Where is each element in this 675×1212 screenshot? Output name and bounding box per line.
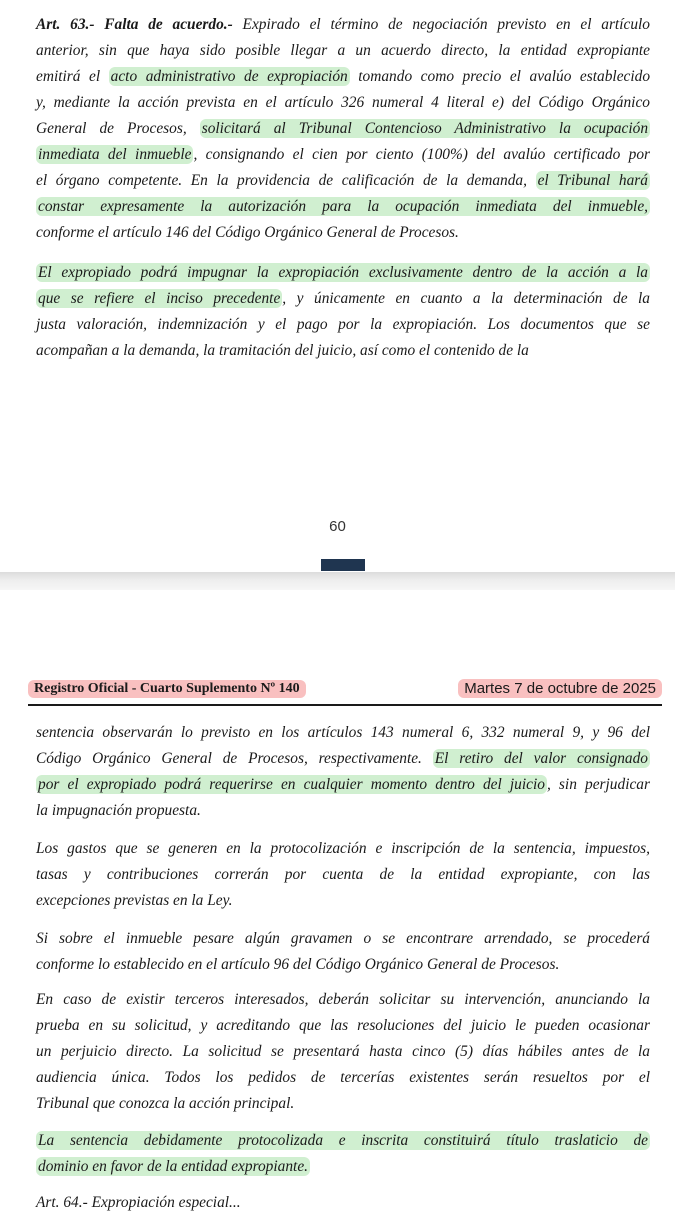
text-segment: Si sobre el inmueble pesare algún gravamen o se encontrare arrendado, se procederá — [36, 930, 650, 947]
text-line — [36, 12, 650, 38]
text-line — [36, 772, 650, 798]
text-segment: General de Procesos, — [36, 120, 200, 137]
text-segment: , sin perjudicar — [546, 776, 650, 793]
text-line — [36, 116, 650, 142]
highlighted-text: acto administrativo de expropiación — [110, 68, 348, 85]
text-line — [36, 862, 650, 888]
page-separator — [0, 572, 675, 590]
text-line — [36, 836, 650, 862]
text-line — [36, 260, 650, 286]
title-transfer-paragraph — [36, 1128, 650, 1180]
text-segment: En caso de existir terceros interesados, deberán solicitar su intervención, anunciando la — [36, 991, 650, 1008]
page-number: 60 — [329, 518, 346, 535]
text-segment: y, mediante la acción prevista en el artículo 326 numeral 4 literal e) del Código Orgánico — [36, 94, 650, 111]
text-line — [36, 168, 650, 194]
costs-paragraph — [36, 836, 650, 914]
text-line — [36, 220, 650, 246]
text-line — [36, 720, 650, 746]
text-line — [36, 1091, 650, 1117]
text-line — [36, 64, 650, 90]
text-line — [36, 746, 650, 772]
text-segment: Expirado el término de negociación previsto en el artículo — [232, 16, 650, 33]
text-segment: conforme lo establecido en el artículo 96 del Código Orgánico General de Procesos. — [36, 956, 560, 973]
text-line — [36, 142, 650, 168]
highlighted-text: constar expresamente la autorización para la ocupación inmediata del inmueble, — [38, 198, 648, 215]
text-segment: un perjuicio directo. La solicitud se presentará hasta cinco (5) días hábiles antes de la — [36, 1043, 650, 1060]
text-segment: acompañan a la demanda, la tramitación del juicio, así como el contenido de la — [36, 342, 529, 359]
highlighted-text: solicitará al Tribunal Contencioso Administrativo la ocupación — [201, 120, 649, 137]
article-63-paragraph — [36, 12, 650, 246]
text-segment: justa valoración, indemnización y el pago por la expropiación. Los documentos que se — [36, 316, 650, 333]
highlighted-text: el Tribunal hará — [537, 172, 648, 189]
text-segment: la impugnación propuesta. — [36, 802, 201, 819]
sentencia-paragraph — [36, 720, 650, 824]
text-segment: prueba en su solicitud, y acreditando que las resoluciones del juicio le pueden ocasionar — [36, 1017, 650, 1034]
text-line — [36, 798, 650, 824]
text-line — [36, 1154, 650, 1180]
text-segment: conforme el artículo 146 del Código Orgánico General de Procesos. — [36, 224, 459, 241]
third-parties-paragraph — [36, 987, 650, 1117]
gazette-title: Registro Oficial - Cuarto Suplemento Nº 140 — [28, 680, 306, 698]
highlighted-text: El expropiado podrá impugnar la expropiación exclusivamente dentro de la acción a la — [38, 264, 648, 281]
text-segment: audiencia única. Todos los pedidos de tercerías existentes serán resueltos por el — [36, 1069, 650, 1086]
text-line — [36, 286, 650, 312]
text-segment: sentencia observarán lo previsto en los artículos 143 numeral 6, 332 numeral 9, y 96 del — [36, 724, 650, 741]
highlighted-text: La sentencia debidamente protocolizada e inscrita constituirá título traslaticio de — [38, 1132, 648, 1149]
text-line — [36, 1039, 650, 1065]
text-segment: Código Orgánico General de Procesos, respectivamente. — [36, 750, 433, 767]
highlighted-text: dominio en favor de la entidad expropiante. — [38, 1158, 308, 1175]
text-line — [36, 1065, 650, 1091]
text-segment: Los gastos que se generen en la protocolización e inscripción de la sentencia, impuestos, — [36, 840, 650, 857]
text-segment: , consignando el cien por ciento (100%) del avalúo certificado por — [193, 146, 651, 163]
text-line — [36, 90, 650, 116]
text-line — [36, 38, 650, 64]
text-segment: el órgano competente. En la providencia de calificación de la demanda, — [36, 172, 536, 189]
text-segment: tomando como precio el avalúo establecido — [349, 68, 651, 85]
text-line — [36, 926, 650, 952]
text-segment: tasas y contribuciones correrán por cuenta de la entidad expropiante, con las — [36, 866, 650, 883]
highlighted-text: El retiro del valor consignado — [434, 750, 648, 767]
text-segment: emitirá el — [36, 68, 109, 85]
impugnation-paragraph — [36, 260, 650, 364]
text-segment: Tribunal que conozca la acción principal. — [36, 1095, 295, 1112]
gazette-date: Martes 7 de octubre de 2025 — [458, 679, 662, 698]
text-line — [36, 888, 650, 914]
next-article-cutoff: Art. 64.- Expropiación especial... — [36, 1194, 241, 1211]
text-segment: , y únicamente en cuanto a la determinación de la — [282, 290, 651, 307]
highlighted-text: por el expropiado podrá requerirse en cualquier momento dentro del juicio — [38, 776, 545, 793]
text-line — [36, 338, 650, 364]
text-line — [36, 194, 650, 220]
encumbrance-paragraph — [36, 926, 650, 978]
highlighted-text: que se refiere el inciso precedente — [38, 290, 281, 307]
gazette-header — [28, 678, 662, 706]
text-line — [36, 952, 650, 978]
text-line — [36, 1013, 650, 1039]
text-segment: anterior, sin que haya sido posible llegar a un acuerdo directo, la entidad expropiante — [36, 42, 650, 59]
page-indicator-tab — [321, 559, 365, 571]
document-page-61 — [0, 590, 675, 1211]
highlighted-text: inmediata del inmueble — [38, 146, 192, 163]
document-page-60 — [0, 0, 675, 572]
article-heading: Art. 63.- Falta de acuerdo.- — [36, 16, 233, 33]
text-line — [36, 312, 650, 338]
text-line — [36, 987, 650, 1013]
text-segment: excepciones previstas en la Ley. — [36, 892, 233, 909]
text-line — [36, 1128, 650, 1154]
